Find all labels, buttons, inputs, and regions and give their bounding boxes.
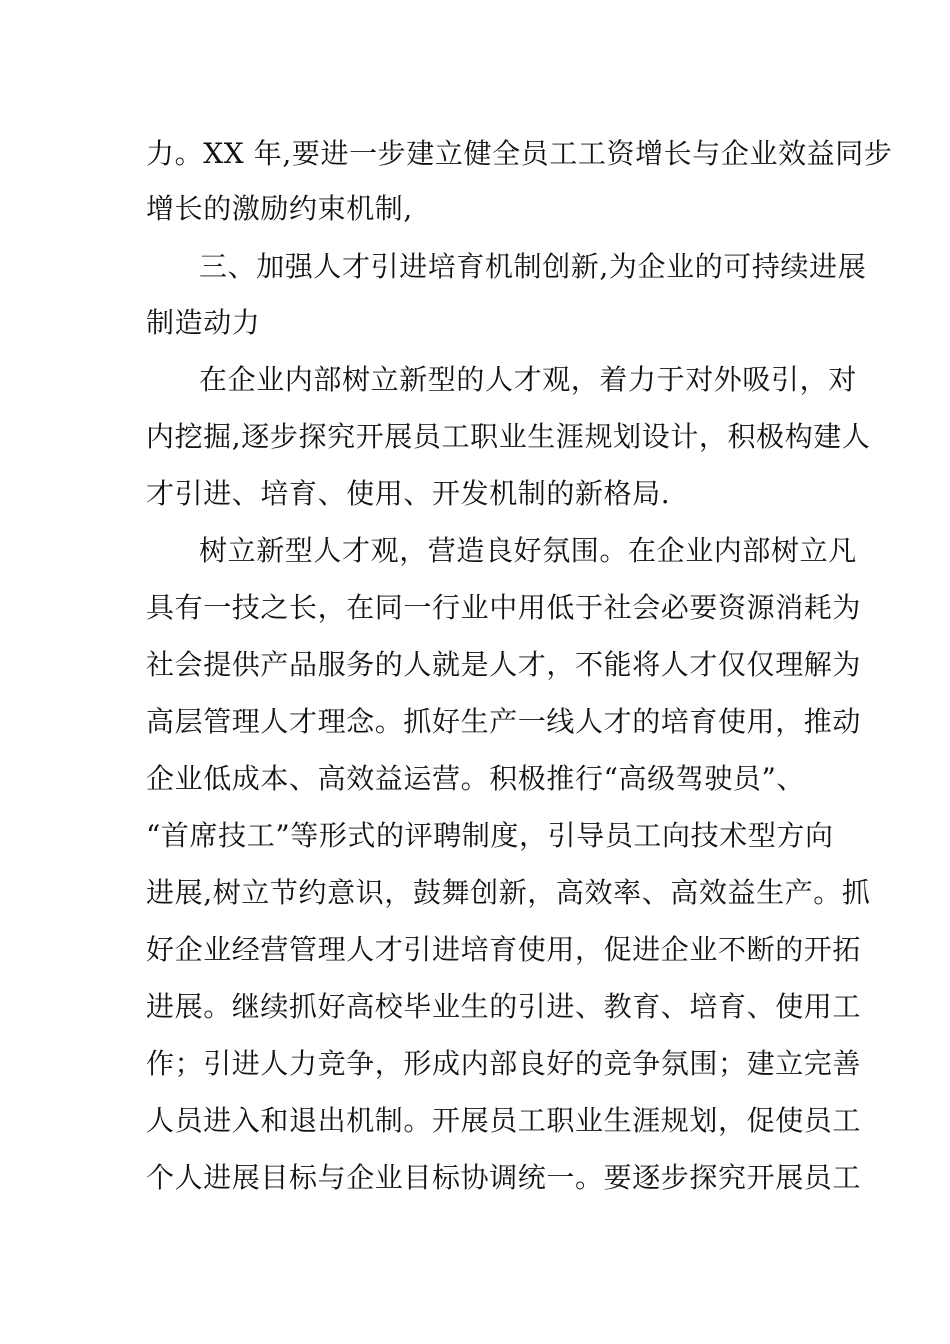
- text-line: 才引进、培育、使用、开发机制的新格局.: [146, 477, 671, 510]
- text-line: 进展。继续抓好高校毕业生的引进、教育、培育、使用工: [146, 990, 862, 1023]
- text-line: “首席技工”等形式的评聘制度，引导员工向技术型方向: [146, 819, 834, 852]
- section-heading: 三、加强人才引进培育机制创新,为企业的可持续进展: [199, 250, 867, 283]
- text-line: 作；引进人力竞争，形成内部良好的竞争氛围；建立完善: [146, 1047, 862, 1080]
- text-line: 具有一技之长，在同一行业中用低于社会必要资源消耗为: [146, 591, 862, 624]
- section-heading-continued: 制造动力: [146, 306, 261, 339]
- text-line: 在企业内部树立新型的人才观，着力于对外吸引，对: [199, 363, 857, 396]
- text-line: 社会提供产品服务的人就是人才，不能将人才仅仅理解为: [146, 648, 862, 681]
- text-line: 人员进入和退出机制。开展员工职业生涯规划，促使员工: [146, 1104, 862, 1137]
- text-line: 树立新型人才观，营造良好氛围。在企业内部树立凡: [199, 534, 857, 567]
- text-line: 进展,树立节约意识，鼓舞创新，高效率、高效益生产。抓: [146, 876, 871, 909]
- text-line: 高层管理人才理念。抓好生产一线人才的培育使用，推动: [146, 705, 862, 738]
- text-line: 个人进展目标与企业目标协调统一。要逐步探究开展员工: [146, 1161, 862, 1194]
- text-line: 增长的激励约束机制,: [146, 192, 413, 225]
- text-line: 好企业经营管理人才引进培育使用，促进企业不断的开拓: [146, 933, 862, 966]
- text-line: 内挖掘,逐步探究开展员工职业生涯规划设计，积极构建人: [146, 420, 871, 453]
- text-line: 力。XX 年,要进一步建立健全员工工资增长与企业效益同步: [146, 137, 893, 170]
- text-line: 企业低成本、高效益运营。积极推行“高级驾驶员”、: [146, 762, 806, 795]
